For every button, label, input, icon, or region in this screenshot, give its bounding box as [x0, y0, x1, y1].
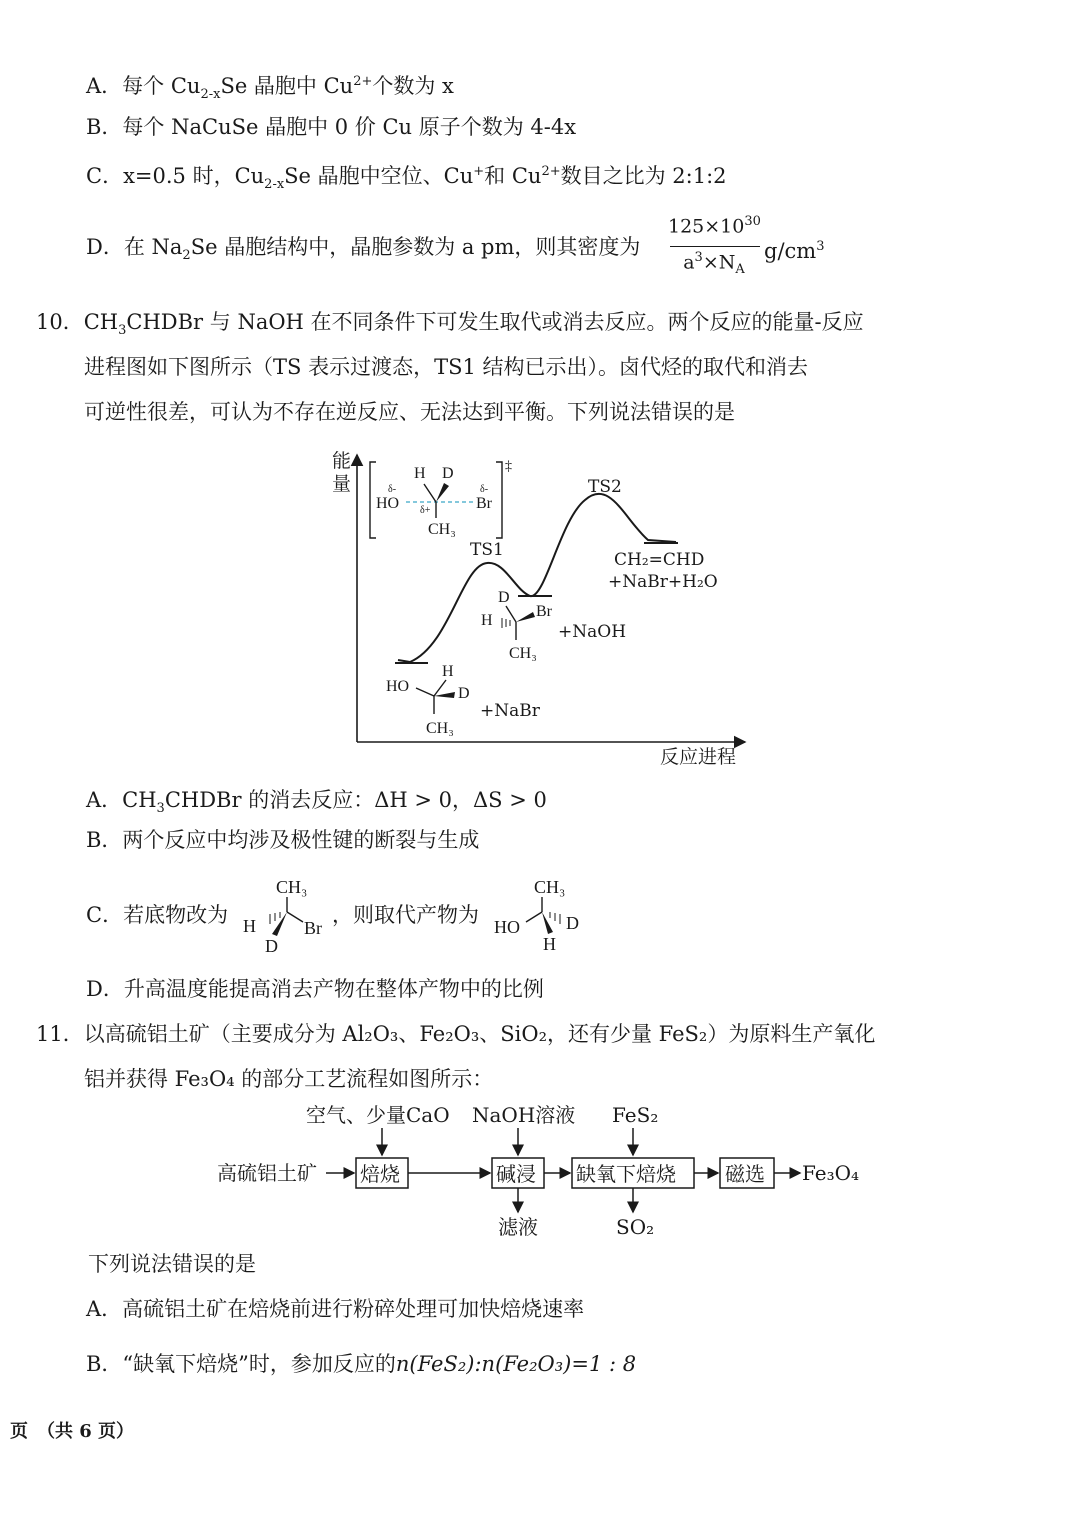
svg-text:δ-: δ-: [480, 484, 489, 495]
x-axis-label: 反应进程: [660, 746, 737, 768]
density-numerator: $125\times 10^{30}$: [668, 214, 761, 238]
flow-end: Fe₃O₄: [802, 1161, 860, 1185]
flow-step4: 磁选: [725, 1162, 765, 1186]
q10-stem-line3: 可逆性很差，可认为不存在逆反应、无法达到平衡。下列说法错误的是: [84, 400, 735, 424]
flow-output-filtrate: 滤液: [498, 1215, 538, 1239]
energy-diagram: [332, 450, 745, 768]
q9-option-b: B．每个 NaCuSe 晶胞中 0 价 Cu 原子个数为 4-4x: [86, 115, 577, 139]
q10-stem-line1: 10．$CH_3CHDBr$ 与 NaOH 在不同条件下可发生取代或消去反应。两个反应的能量-反应: [36, 310, 864, 339]
q10-option-d: D．升高温度能提高消去产物在整体产物中的比例: [86, 977, 544, 1001]
svg-text:H: H: [414, 465, 426, 482]
svg-text:D: D: [458, 685, 470, 702]
q11-stem-line2: 铝并获得 Fe₃O₄ 的部分工艺流程如图所示：: [84, 1067, 494, 1091]
flow-input-1: 空气、少量CaO: [306, 1103, 450, 1127]
svg-text:Br: Br: [536, 603, 552, 620]
svg-text:H: H: [243, 916, 256, 936]
q10-option-c-pre: C．若底物改为: [86, 903, 229, 927]
svg-text:CH₃: CH₃: [276, 877, 308, 897]
flow-step1: 焙烧: [360, 1162, 400, 1186]
q11-stem-line1: 11．以高硫铝土矿（主要成分为 Al₂O₃、Fe₂O₃、SiO₂，还有少量 FeS₂）为原料生产氧化: [36, 1022, 876, 1046]
svg-text:CH₃: CH₃: [426, 720, 454, 737]
reactant-extra: +NaOH: [558, 622, 627, 642]
q10-option-c-mid: ，则取代产物为: [332, 903, 479, 927]
y-axis-label-1: 能: [332, 450, 352, 472]
density-denominator: $a^3\times N_A$: [683, 250, 745, 278]
page-footer: 页 （共 6 页）: [10, 1421, 135, 1442]
svg-text:H: H: [543, 934, 556, 954]
svg-text:H: H: [481, 612, 493, 629]
flow-output-so2: SO₂: [616, 1215, 655, 1239]
reactant-structure: [481, 589, 553, 662]
svg-text:HO: HO: [376, 495, 400, 512]
q9-option-c: C．x=0.5 时，$Cu_{2-x}Se$ 晶胞中空位、Cu+和 $Cu^{2+}$数目之比为 2:1:2: [86, 164, 727, 193]
svg-text:Br: Br: [476, 495, 492, 512]
option-c-substrate-structure: [243, 877, 322, 956]
process-flowchart: [217, 1103, 859, 1239]
svg-text:D: D: [265, 936, 278, 956]
svg-text:D: D: [442, 465, 454, 482]
q10-option-a: A．$CH_3CHDBr$ 的消去反应：ΔH > 0，ΔS > 0: [86, 788, 547, 817]
svg-text:δ+: δ+: [420, 505, 431, 516]
q10-stem-line2: 进程图如下图所示（TS 表示过渡态，TS1 结构已示出）。卤代烃的取代和消去: [84, 355, 808, 379]
q9-option-a: A．每个 $Cu_{2-x}Se$ 晶胞中 $Cu^{2+}$个数为 x: [86, 74, 454, 103]
q11-option-b: B．“缺氧下焙烧”时，参加反应的n(FeS₂):n(Fe₂O₃)=1 : 8: [86, 1352, 637, 1376]
y-axis-label-2: 量: [332, 473, 352, 495]
option-c-product-structure: [494, 877, 579, 954]
flow-step3: 缺氧下焙烧: [576, 1162, 676, 1186]
svg-text:D: D: [498, 589, 510, 606]
elimination-product-2: +NaBr+H₂O: [608, 572, 718, 592]
svg-text:δ-: δ-: [388, 484, 397, 495]
svg-text:CH₃: CH₃: [534, 877, 566, 897]
elimination-product-1: CH₂=CHD: [614, 550, 705, 570]
svg-text:D: D: [566, 913, 579, 933]
flow-input-2: NaOH溶液: [472, 1103, 576, 1127]
ts2-label: TS2: [588, 477, 622, 497]
q10-option-b: B．两个反应中均涉及极性键的断裂与生成: [86, 828, 480, 852]
svg-text:‡: ‡: [505, 459, 512, 474]
ts1-structure: [370, 459, 512, 538]
q11-prompt: 下列说法错误的是: [88, 1252, 256, 1276]
svg-text:CH₃: CH₃: [509, 645, 537, 662]
substitution-product-extra: +NaBr: [480, 701, 540, 721]
svg-text:HO: HO: [494, 917, 520, 937]
svg-text:H: H: [442, 663, 454, 680]
flow-step2: 碱浸: [496, 1162, 536, 1186]
q11-option-a: A．高硫铝土矿在焙烧前进行粉碎处理可加快焙烧速率: [86, 1297, 585, 1321]
flow-input-3: FeS₂: [612, 1103, 659, 1127]
svg-text:CH₃: CH₃: [428, 521, 456, 538]
svg-text:Br: Br: [304, 918, 322, 938]
svg-text:HO: HO: [386, 678, 410, 695]
density-unit: $g/cm^3$: [764, 239, 825, 263]
substitution-product-structure: [386, 663, 470, 737]
ts1-label: TS1: [470, 540, 504, 560]
flow-start: 高硫铝土矿: [217, 1161, 317, 1185]
q9-option-d: D．在 $Na_2Se$ 晶胞结构中，晶胞参数为 a pm，则其密度为: [86, 235, 641, 264]
